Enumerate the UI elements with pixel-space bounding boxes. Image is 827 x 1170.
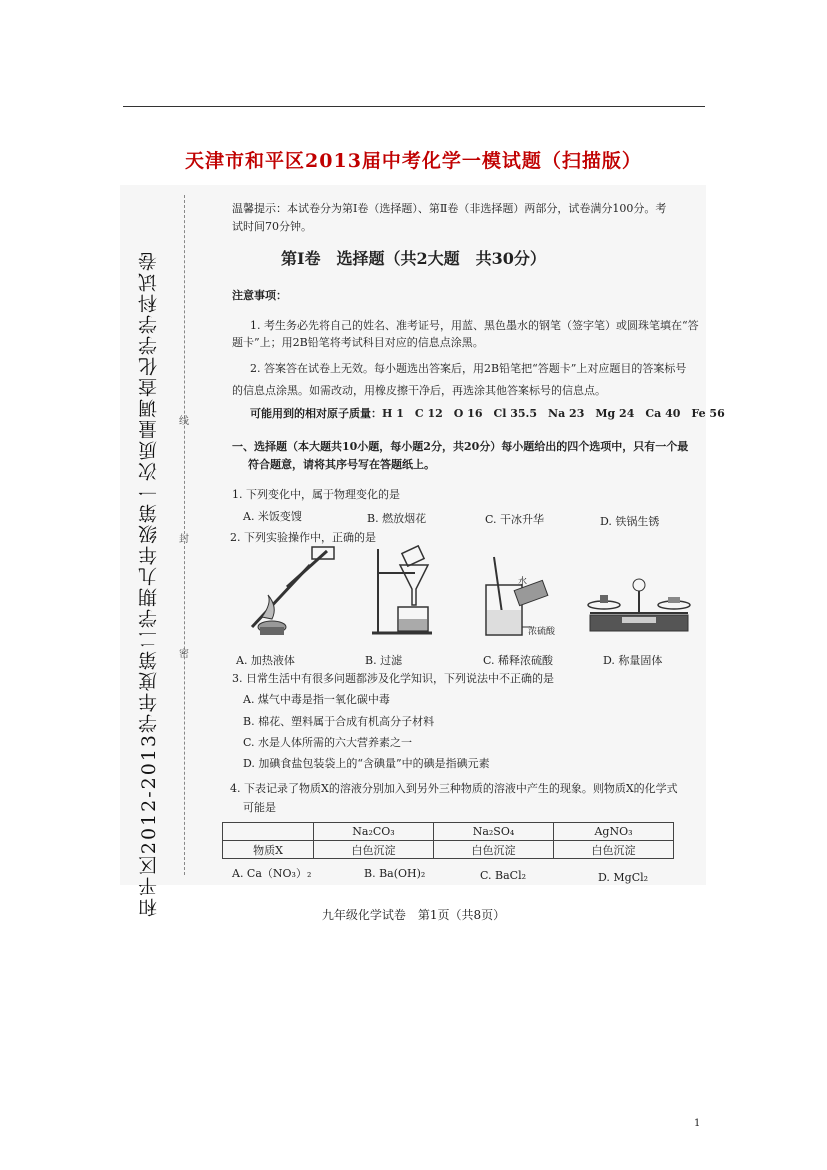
q4-stem-a: 4. 下表记录了物质X的溶液分别加入到另外三种物质的溶液中产生的现象。则物质X的化学式	[230, 782, 678, 795]
q4-option-c: C. BaCl₂	[480, 869, 527, 882]
notice-item1-b: 题卡”上；用2B铅笔将考试科目对应的信息点涂黑。	[232, 336, 484, 349]
q4-option-d: D. MgCl₂	[598, 871, 649, 884]
q2-option-b: B. 过滤	[365, 654, 403, 667]
q4-header-agno3: AgNO₃	[554, 823, 674, 841]
header-rule	[123, 106, 705, 107]
q4-option-b: B. Ba(OH)₂	[364, 867, 426, 880]
q4-row-label: 物质X	[223, 841, 314, 859]
q1-stem: 1. 下列变化中，属于物理变化的是	[232, 488, 400, 501]
q1-option-d: D. 铁锅生锈	[600, 515, 660, 528]
q1-option-b: B. 燃放烟花	[367, 512, 427, 525]
q2-option-d: D. 称量固体	[603, 654, 663, 667]
section1-line2: 符合题意，请将其序号写在答题纸上。	[248, 458, 435, 471]
q4-table-corner	[223, 823, 314, 841]
notice-item2-a: 2. 答案答在试卷上无效。每小题选出答案后，用2B铅笔把“答题卡”上对应题目的答案标号	[250, 362, 687, 375]
notice-heading: 注意事项：	[232, 289, 287, 302]
tip-line-2: 试时间70分钟。	[232, 220, 312, 233]
q4-cell-2: 白色沉淀	[434, 841, 554, 859]
page-number: 1	[694, 1118, 701, 1129]
q2-option-c: C. 稀释浓硫酸	[483, 654, 554, 667]
q1-option-c: C. 干冰升华	[485, 513, 545, 526]
figure-heating-liquid	[232, 545, 352, 640]
fig-label-acid: 浓硫酸	[528, 627, 556, 637]
q4-header-na2so4: Na₂SO₄	[434, 823, 554, 841]
q3-stem: 3. 日常生活中有很多问题都涉及化学知识，下列说法中不正确的是	[232, 672, 554, 685]
binding-mark-line: 线	[179, 416, 189, 427]
figure-filtration	[370, 545, 440, 640]
q4-table	[222, 822, 674, 859]
atomic-masses: 可能用到的相对原子质量：H 1 C 12 O 16 Cl 35.5 Na 23 Mg 24 Ca 40 Fe 56	[250, 407, 725, 420]
part-title: 第Ⅰ卷 选择题（共2大题 共30分）	[281, 249, 546, 268]
q4-stem-b: 可能是	[243, 801, 276, 814]
q3-option-c: C. 水是人体所需的六大营养素之一	[243, 736, 413, 749]
q4-header-na2co3: Na₂CO₃	[314, 823, 434, 841]
figure-balance	[582, 575, 697, 640]
tip-line-1: 温馨提示：本试卷分为第Ⅰ卷（选择题）、第Ⅱ卷（非选择题）两部分，试卷满分100分。考	[232, 202, 667, 215]
q1-option-a: A. 米饭变馊	[243, 510, 302, 523]
q4-option-a: A. Ca（NO₃）₂	[232, 867, 312, 880]
q3-option-d: D. 加碘食盐包装袋上的“含碘量”中的碘是指碘元素	[243, 757, 490, 770]
binding-mark-secret: 密	[179, 649, 189, 660]
fig-label-water: 水	[518, 577, 528, 587]
notice-item1-a: 1. 考生务必先将自己的姓名、准考证号，用蓝、黑色墨水的钢笔（签字笔）或圆珠笔填在“答	[250, 319, 699, 332]
q2-stem: 2. 下列实验操作中，正确的是	[230, 531, 376, 544]
q3-option-a: A. 煤气中毒是指一氧化碳中毒	[243, 693, 390, 706]
notice-item2-b: 的信息点涂黑。如需改动，用橡皮擦干净后，再选涂其他答案标号的信息点。	[232, 384, 606, 397]
q4-cell-3: 白色沉淀	[554, 841, 674, 859]
q4-cell-1: 白色沉淀	[314, 841, 434, 859]
document-title: 天津市和平区2013届中考化学一模试题（扫描版）	[185, 150, 642, 172]
side-label	[135, 250, 163, 918]
q2-option-a: A. 加热液体	[236, 654, 295, 667]
side-label-text: 和平区2012-2013学年度第二学期九年级第一次质量调查化学学科试卷	[138, 250, 160, 918]
page-footer: 九年级化学试卷 第1页（共8页）	[321, 908, 506, 922]
binding-mark-seal: 封	[179, 534, 189, 545]
q3-option-b: B. 棉花、塑料属于合成有机高分子材料	[243, 715, 435, 728]
section1-line1: 一、选择题（本大题共10小题，每小题2分，共20分）每小题给出的四个选项中，只有一个最	[232, 440, 689, 453]
